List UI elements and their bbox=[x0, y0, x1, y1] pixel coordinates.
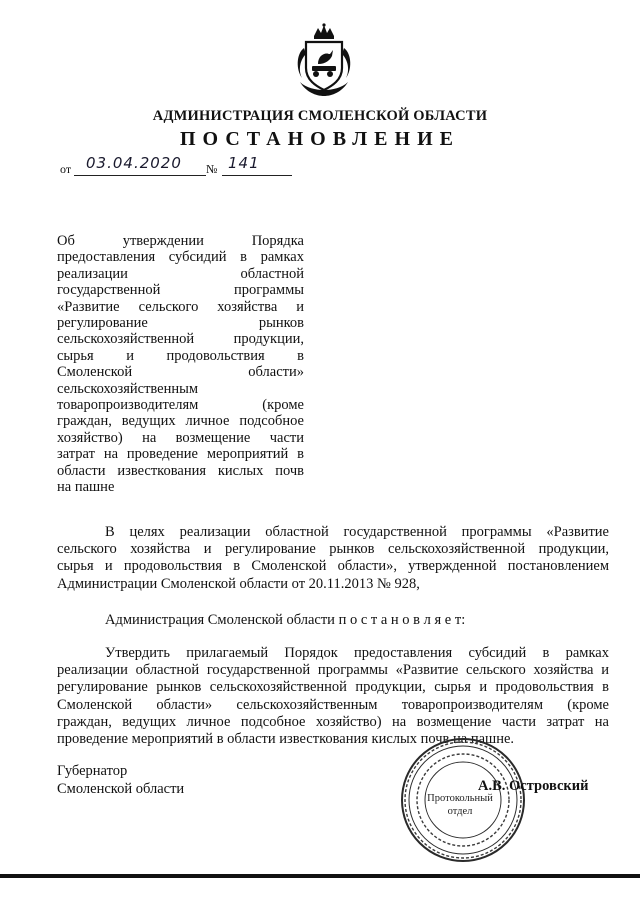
date-handwritten: 03.04.2020 bbox=[86, 154, 182, 172]
date-number-line bbox=[60, 154, 360, 178]
order-line: проведение мероприятий в области известкования кислых почв на пашне. bbox=[57, 731, 515, 748]
signatory-position bbox=[57, 763, 184, 798]
title-line: сельскохозяйственной продукции, bbox=[57, 331, 304, 348]
title-line: сельскохозяйственным bbox=[57, 380, 199, 397]
title-line: сырья и продовольствия в bbox=[57, 347, 304, 364]
date-underline bbox=[74, 175, 206, 176]
title-line: затрат на проведение мероприятий в bbox=[57, 446, 304, 463]
organization-name: АДМИНИСТРАЦИЯ СМОЛЕНСКОЙ ОБЛАСТИ bbox=[152, 108, 488, 124]
order-paragraph bbox=[57, 645, 609, 748]
position-line: Смоленской области bbox=[57, 780, 185, 797]
title-line: хозяйство) на возмещение части bbox=[57, 429, 304, 446]
decree-statement: Администрация Смоленской области п о с т а н о в л я е т: bbox=[105, 612, 466, 628]
order-line: регулирование рынков сельскохозяйственной продукции, сырья и продовольствия в bbox=[57, 679, 609, 696]
preamble-line: сельского хозяйства и регулирование рынков сельскохозяйственной продукции, bbox=[57, 541, 609, 558]
title-line: Смоленской области» bbox=[57, 364, 304, 381]
title-line: «Развитие сельского хозяйства и bbox=[57, 298, 304, 315]
title-line: реализации областной bbox=[57, 265, 304, 282]
bottom-divider bbox=[0, 874, 640, 878]
preamble-line: Администрации Смоленской области от 20.11.2013 № 928, bbox=[57, 575, 420, 592]
number-handwritten: 141 bbox=[228, 154, 260, 172]
title-line: на пашне bbox=[57, 479, 115, 496]
title-line: Об утверждении Порядка bbox=[57, 233, 304, 249]
preamble-line: В целях реализации областной государственной программы «Развитие bbox=[105, 524, 609, 540]
coat-of-arms-icon bbox=[292, 22, 356, 100]
title-line: государственной программы bbox=[57, 282, 304, 299]
order-line: граждан, ведущих личное подсобное хозяйство) на возмещение части затрат на bbox=[57, 713, 609, 730]
title-line: граждан, ведущих личное подсобное bbox=[57, 413, 304, 430]
title-line: области известкования кислых почв bbox=[57, 462, 304, 479]
signatory-name: А.В. Островский bbox=[478, 778, 589, 794]
title-line: товаропроизводителям (кроме bbox=[57, 397, 304, 414]
stamp-line: Протокольный bbox=[427, 793, 493, 804]
order-line: Смоленской области» сельскохозяйственным товаропроизводителям (кроме bbox=[57, 696, 609, 713]
number-underline bbox=[222, 175, 292, 176]
document-type-heading: ПОСТАНОВЛЕНИЕ bbox=[180, 128, 460, 150]
order-line: реализации областной государственной программы «Развитие сельского хозяйства и bbox=[57, 662, 609, 679]
stamp-text bbox=[422, 792, 498, 818]
preamble-line: сырья и продовольствия в Смоленской области», утвержденной постановлением bbox=[57, 558, 609, 575]
position-line: Губернатор bbox=[57, 763, 128, 779]
document-title bbox=[57, 233, 304, 496]
stamp-line: отдел bbox=[447, 806, 473, 817]
order-line: Утвердить прилагаемый Порядок предоставления субсидий в рамках bbox=[105, 645, 609, 661]
title-line: регулирование рынков bbox=[57, 315, 304, 332]
number-prefix: № bbox=[206, 162, 218, 176]
title-line: предоставления субсидий в рамках bbox=[57, 249, 304, 266]
preamble-paragraph bbox=[57, 524, 609, 593]
date-prefix: от bbox=[60, 162, 72, 176]
